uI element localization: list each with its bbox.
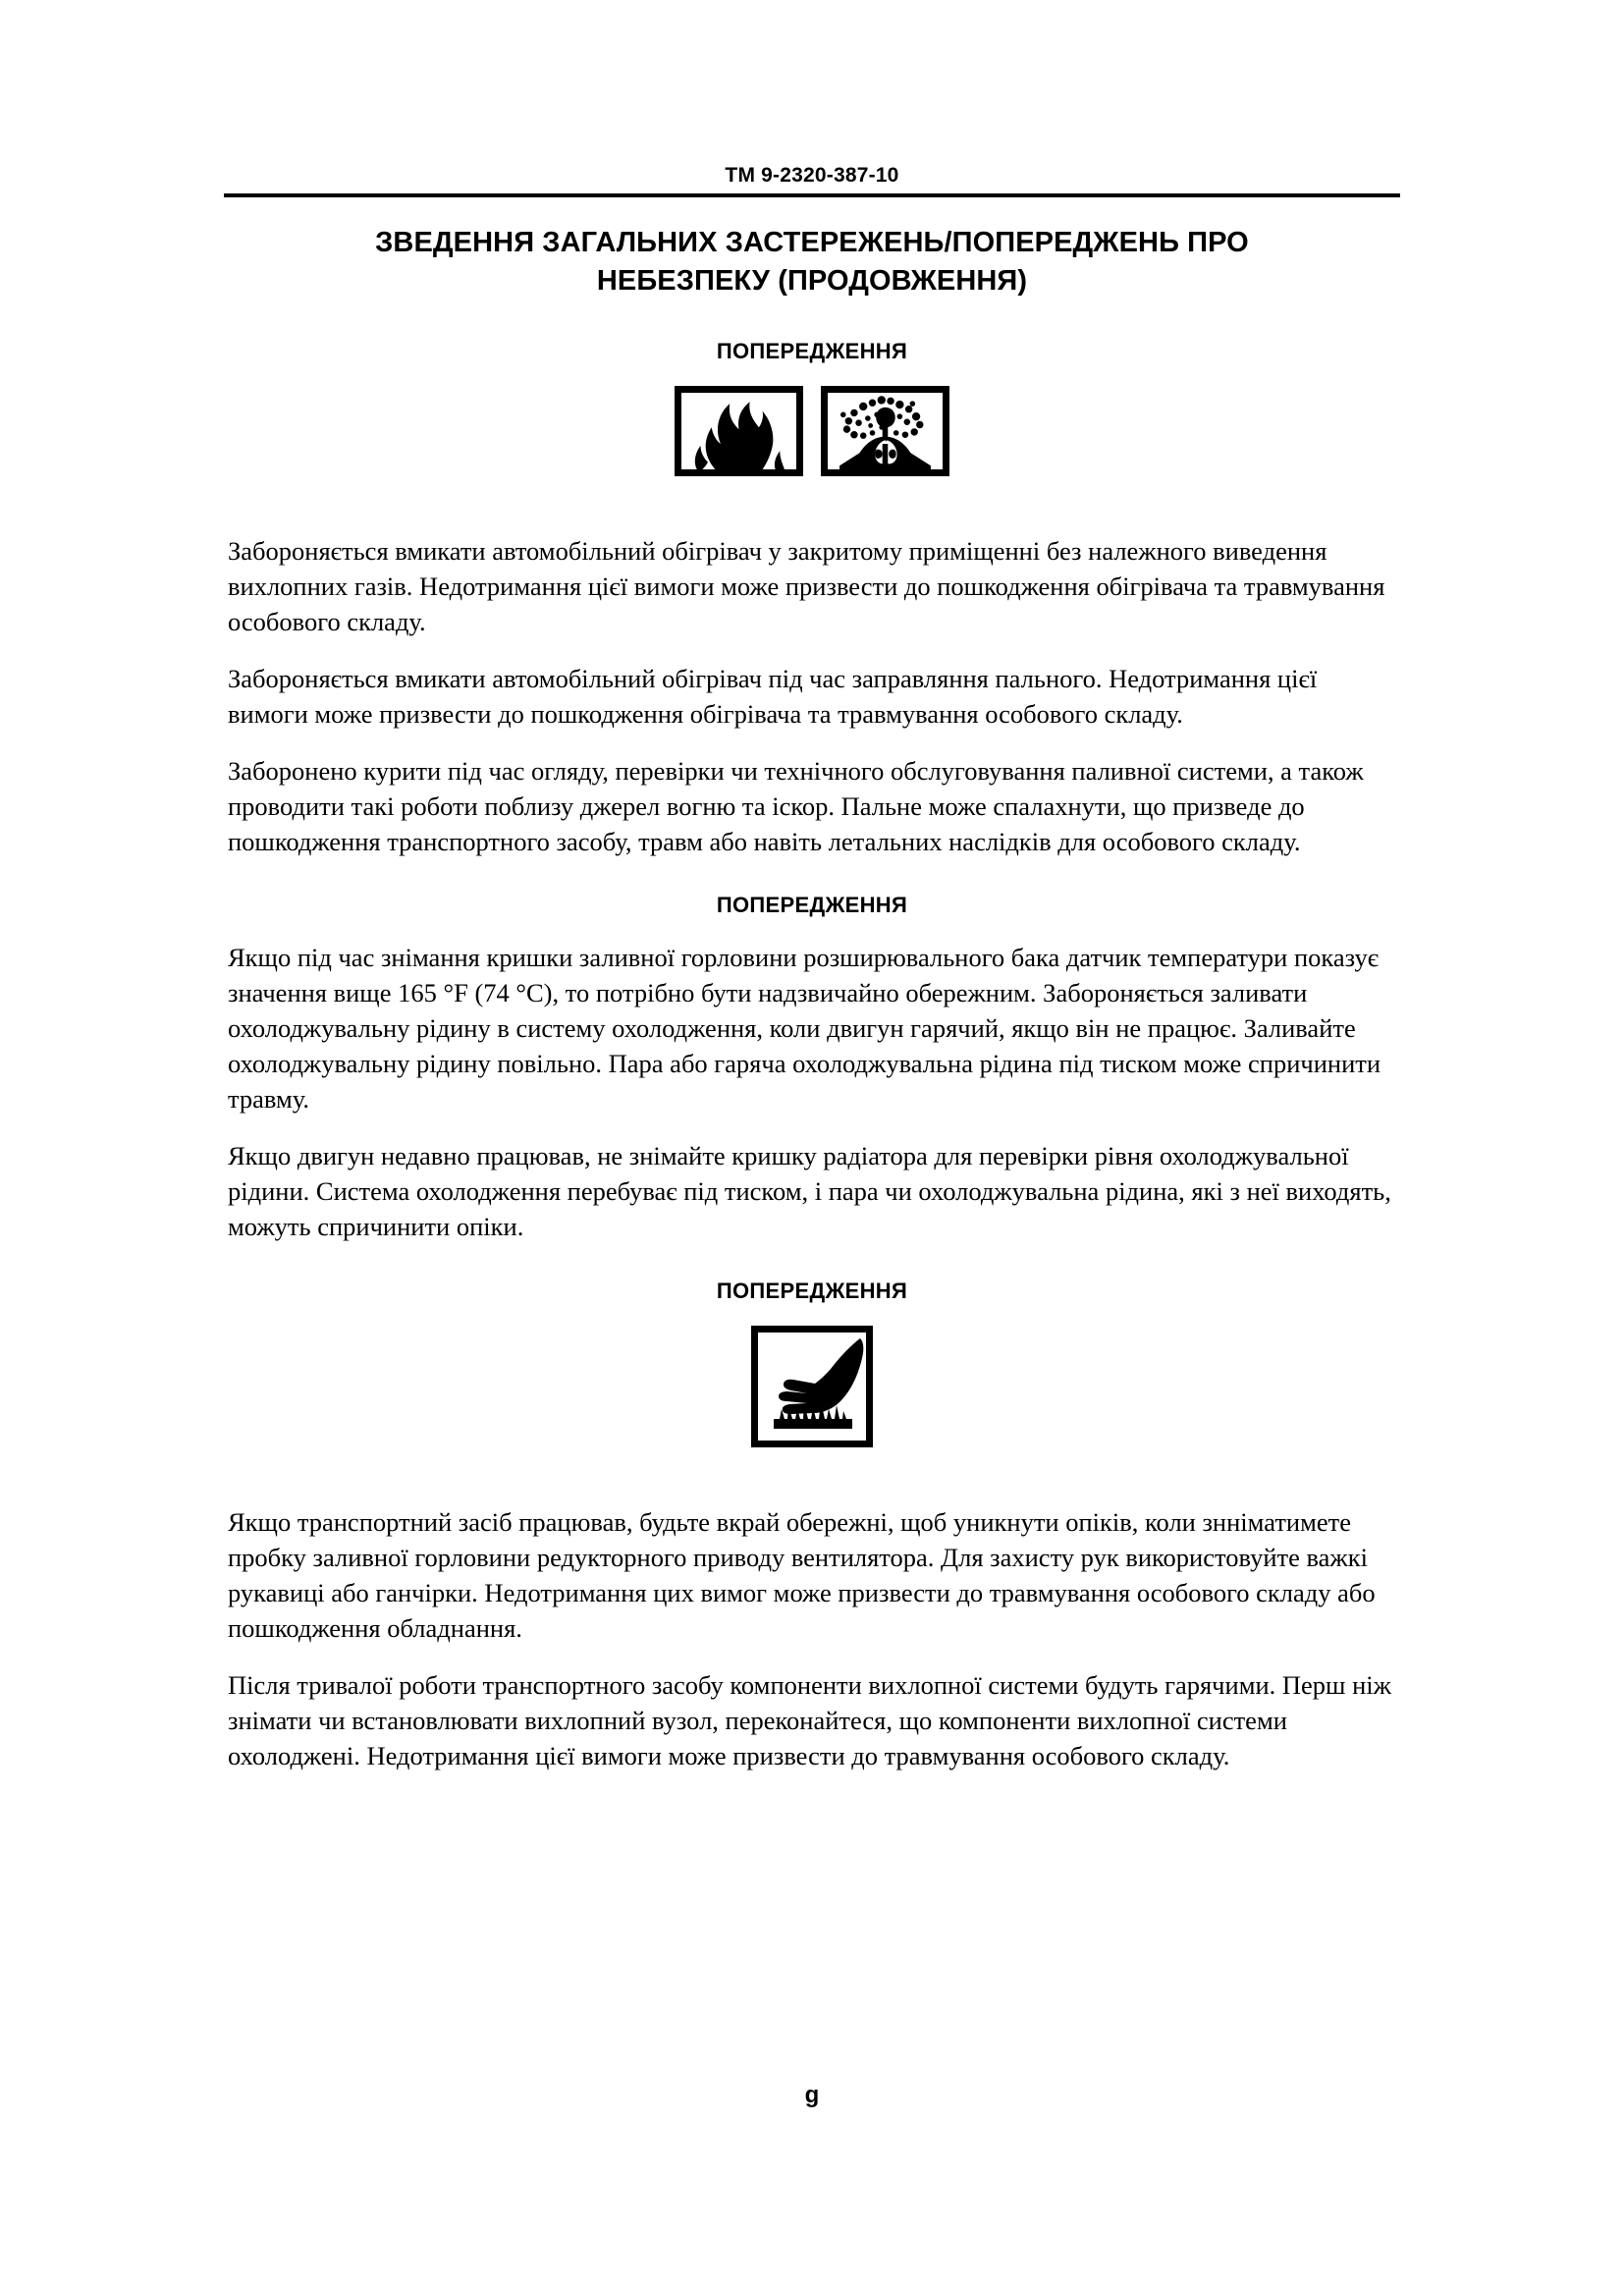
spacer	[228, 1447, 1396, 1504]
page-title-line-2: НЕБЕЗПЕКУ (ПРОДОВЖЕННЯ)	[596, 265, 1028, 298]
running-header	[224, 165, 1400, 197]
warning-heading-2: ПОПЕРЕДЖЕННЯ	[716, 893, 908, 918]
warning-paragraph: Якщо під час знімання кришки заливної горловини розширювального бака датчик температури показує значення вище 165 °F (74 °C), то потрібно бути надзвичайно обережним. Забороняється заливати охолоджувальну рідину в систему охолодження, коли двигун гарячий, якщо він не працює. Заливайте охолоджувальну рідину повільно. Пара або гаряча охолоджувальна рідина під тиском може спричинити травму.	[228, 943, 1381, 1115]
hazard-icon-row-3	[228, 1326, 1396, 1447]
warning-section-2	[228, 893, 1396, 1244]
spacer	[228, 1116, 1396, 1138]
spacer	[228, 918, 1396, 940]
page-title	[236, 224, 1388, 300]
page-number: g	[804, 2082, 820, 2108]
hot-surface-burn-hand-icon	[751, 1326, 873, 1447]
warning-paragraph: Якщо транспортний засіб працював, будьте вкрай обережні, щоб уникнути опіків, коли знніматимете пробку заливної горловини редукторного приводу вентилятора. Для захисту рук використовуйте важкі рукавиці або ганчірки. Недотримання цих вимог може призвести до травмування особового складу або пошкодження обладнання.	[228, 1506, 1376, 1643]
spacer	[228, 639, 1396, 661]
footer	[0, 2082, 1624, 2109]
warning-section-1	[228, 339, 1396, 859]
spacer	[228, 859, 1396, 893]
document-content	[228, 339, 1396, 1773]
spacer	[228, 1304, 1396, 1326]
page-title-line-1: ЗВЕДЕННЯ ЗАГАЛЬНИХ ЗАСТЕРЕЖЕНЬ/ПОПЕРЕДЖЕНЬ ПРО	[375, 227, 1249, 258]
hazard-icon-row-1	[228, 386, 1396, 476]
spacer	[228, 1646, 1396, 1667]
spacer	[228, 732, 1396, 753]
warning-paragraph: Заборонено курити під час огляду, перевірки чи технічного обслуговування паливної системи, а також проводити такі роботи поблизу джерел вогню та іскор. Пальне може спалахнути, що призведе до пошкодження транспортного засобу, травм або навіть летальних наслідків для особового складу.	[228, 756, 1364, 857]
fire-flame-icon	[675, 386, 803, 476]
warning-paragraph: Після тривалої роботи транспортного засобу компоненти вихлопної системи будуть гарячими. Перш ніж знімати чи встановлювати вихлопний вузол, переконайтеся, що компоненти вихлопної системи охолоджені. Недотримання цієї вимоги може призвести до травмування особового складу.	[228, 1669, 1391, 1770]
warning-paragraph: Забороняється вмикати автомобільний обігрівач під час заправляння пального. Недотримання цієї вимоги може призвести до пошкодження обігрівача та травмування особового складу.	[228, 664, 1318, 730]
warning-paragraph: Забороняється вмикати автомобільний обігрівач у закритому приміщенні без належного виведення вихлопних газів. Недотримання цієї вимоги може призвести до пошкодження обігрівача та травмування особового складу.	[228, 536, 1385, 637]
warning-heading-1: ПОПЕРЕДЖЕННЯ	[716, 339, 908, 363]
warning-heading-3: ПОПЕРЕДЖЕННЯ	[716, 1278, 908, 1303]
toxic-fumes-inhalation-icon	[821, 386, 949, 476]
manual-number: TM 9-2320-387-10	[725, 164, 899, 187]
spacer	[228, 364, 1396, 386]
warning-paragraph: Якщо двигун недавно працював, не знімайте кришку радіатора для перевірки рівня охолоджувальної рідини. Система охолодження перебуває під тиском, і пара чи охолоджувальна рідина, які з неї виходять, можуть спричинити опіки.	[228, 1141, 1391, 1242]
spacer	[228, 1245, 1396, 1279]
header-divider-rule	[224, 193, 1400, 197]
warning-section-3	[228, 1279, 1396, 1773]
spacer	[228, 476, 1396, 533]
